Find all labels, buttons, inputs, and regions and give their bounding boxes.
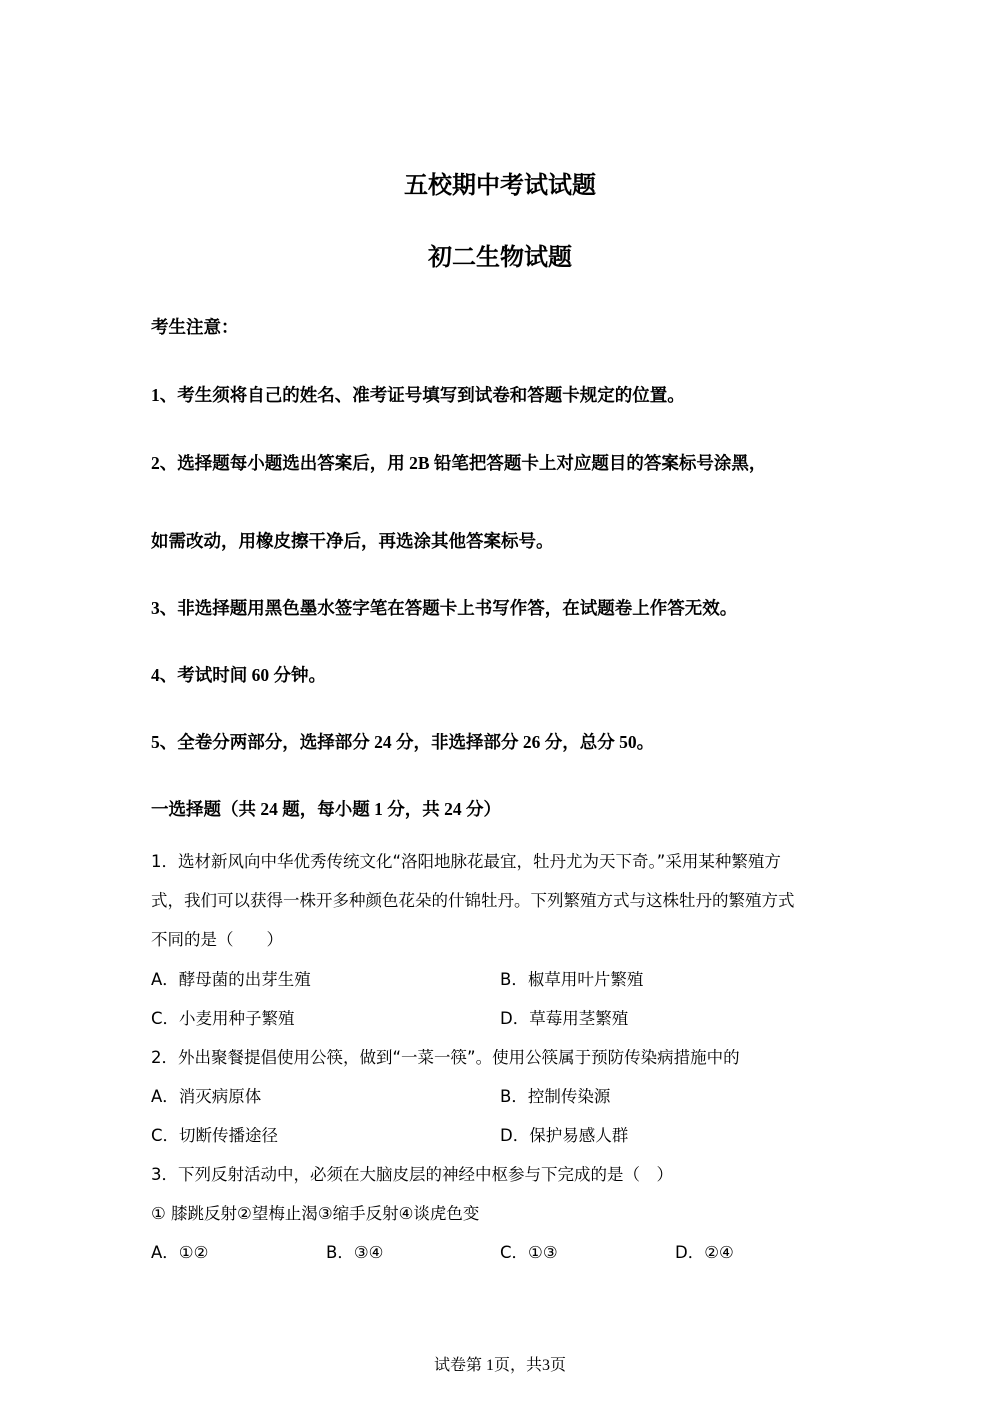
question-3-option-a: A．①②: [151, 1243, 209, 1262]
question-1-option-c: C．小麦用种子繁殖: [151, 1009, 295, 1028]
question-3-option-b: B．③④: [326, 1243, 384, 1262]
exam-title: 五校期中考试试题: [404, 171, 596, 199]
page-footer: 试卷第 1页，共3页: [433, 1357, 566, 1374]
question-3-option-d: D．②④: [675, 1243, 734, 1262]
question-2-option-b: B．控制传染源: [500, 1087, 611, 1106]
question-2-line-1: 2．外出聚餐提倡使用公筷，做到“一菜一筷”。使用公筷属于预防传染病措施中的: [151, 1048, 740, 1067]
notice-item-5: 5、全卷分两部分，选择部分 24 分，非选择部分 26 分，总分 50。: [151, 732, 655, 752]
exam-subtitle: 初二生物试题: [428, 243, 572, 271]
notice-item-2: 2、选择题每小题选出答案后，用 2B 铅笔把答题卡上对应题目的答案标号涂黑，: [151, 453, 767, 473]
notice-heading: 考生注意：: [151, 318, 239, 338]
notice-item-2-cont: 如需改动，用橡皮擦干净后，再选涂其他答案标号。: [151, 531, 554, 551]
question-1-line-3: 不同的是（ ）: [151, 930, 283, 949]
question-1-option-b: B．椒草用叶片繁殖: [500, 970, 644, 989]
question-3-option-c: C．①③: [500, 1243, 558, 1262]
question-2-option-d: D．保护易感人群: [500, 1126, 629, 1145]
notice-item-3: 3、非选择题用黑色墨水签字笔在答题卡上书写作答，在试题卷上作答无效。: [151, 598, 738, 618]
notice-item-1: 1、考生须将自己的姓名、准考证号填写到试卷和答题卡规定的位置。: [151, 385, 685, 405]
question-3-line-2: ① 膝跳反射②望梅止渴③缩手反射④谈虎色变: [151, 1204, 480, 1223]
question-2-option-a: A．消灭病原体: [151, 1087, 262, 1106]
question-1-line-2: 式，我们可以获得一株开多种颜色花朵的什锦牡丹。下列繁殖方式与这株牡丹的繁殖方式: [151, 891, 795, 910]
question-1-option-a: A．酵母菌的出芽生殖: [151, 970, 311, 989]
question-3-line-1: 3．下列反射活动中，必须在大脑皮层的神经中枢参与下完成的是（ ）: [151, 1165, 673, 1184]
notice-item-4: 4、考试时间 60 分钟。: [151, 665, 326, 685]
question-1-option-d: D．草莓用茎繁殖: [500, 1009, 629, 1028]
question-1-line-1: 1．选材新风向中华优秀传统文化“洛阳地脉花最宜，牡丹尤为天下奇。”采用某种繁殖方: [151, 852, 781, 871]
section-heading: 一选择题（共 24 题，每小题 1 分，共 24 分）: [151, 799, 501, 819]
question-2-option-c: C．切断传播途径: [151, 1126, 279, 1145]
